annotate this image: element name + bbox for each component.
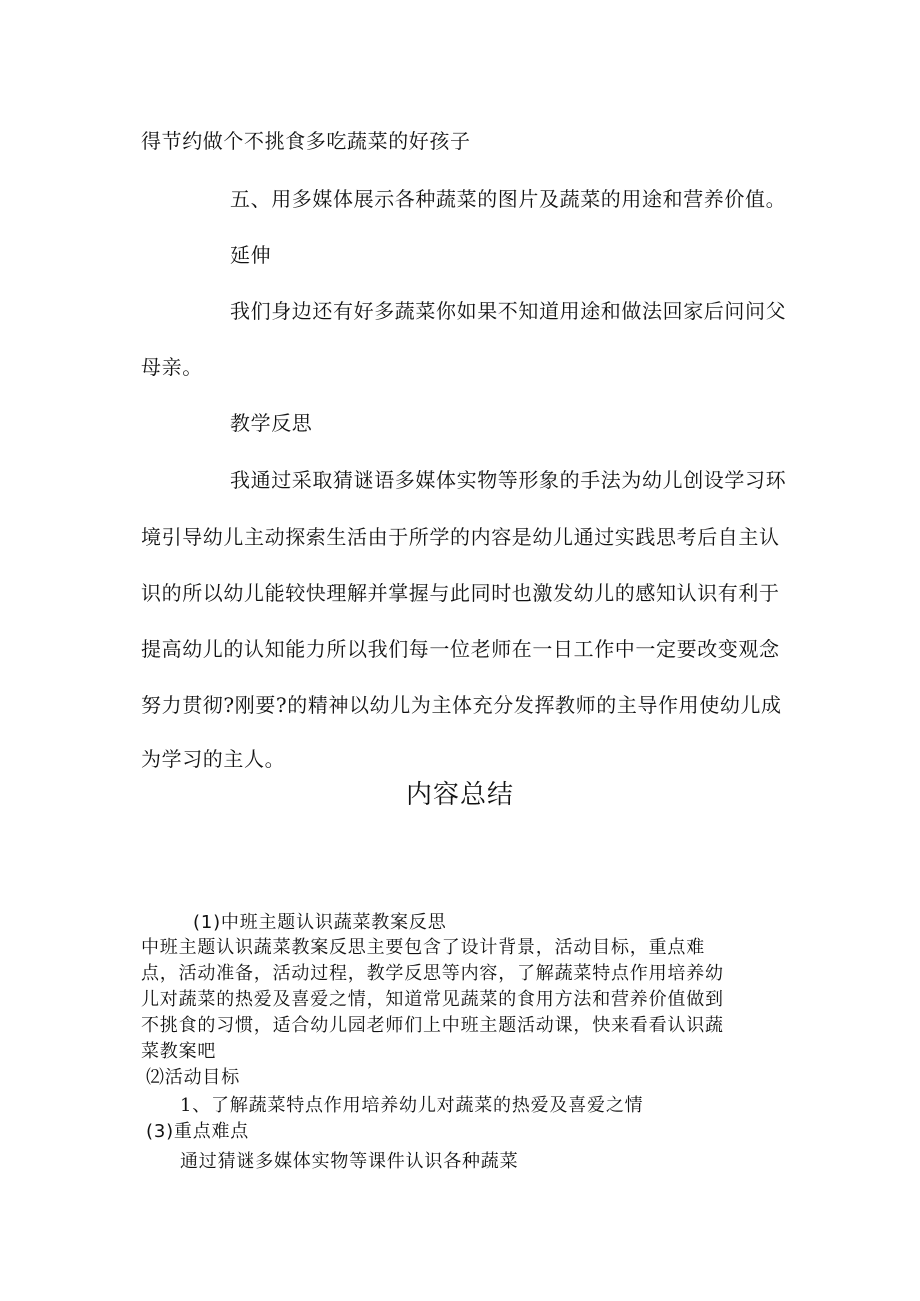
body-line-12: 为学习的主人。 — [141, 747, 286, 771]
body-line-10: 提高幼儿的认知能力所以我们每一位老师在一日工作中一定要改变观念 — [141, 637, 780, 661]
body-line-8: 境引导幼儿主动探索生活由于所学的内容是幼儿通过实践思考后自主认 — [141, 525, 780, 549]
summary-item2-text: 1、了解蔬菜特点作用培养幼儿对蔬菜的热爱及喜爱之情 — [180, 1095, 644, 1116]
body-line-4: 我们身边还有好多蔬菜你如果不知道用途和做法回家后问问父 — [230, 299, 787, 323]
summary-item1-line-1: 中班主题认识蔬菜教案反思主要包含了设计背景，活动目标，重点难 — [141, 937, 705, 958]
summary-item1-line-2: 点，活动准备，活动过程，教学反思等内容，了解蔬菜特点作用培养幼 — [141, 963, 724, 984]
summary-item1-line-4: 不挑食的习惯，适合幼儿园老师们上中班主题活动课，快来看看认识蔬 — [141, 1015, 724, 1036]
body-line-5: 母亲。 — [141, 355, 203, 379]
body-line-6: 教学反思 — [230, 411, 313, 435]
body-line-2: 五、用多媒体展示各种蔬菜的图片及蔬菜的用途和营养价值。 — [230, 187, 787, 211]
summary-item1-line-3: 儿对蔬菜的热爱及喜爱之情，知道常见蔬菜的食用方法和营养价值做到 — [141, 989, 724, 1010]
body-line-9: 识的所以幼儿能较快理解并掌握与此同时也激发幼儿的感知认识有利于 — [141, 581, 780, 605]
summary-item3-heading: (3)重点难点 — [146, 1121, 250, 1142]
summary-title: 内容总结 — [405, 780, 514, 810]
body-line-7: 我通过采取猜谜语多媒体实物等形象的手法为幼儿创设学习环 — [230, 468, 787, 492]
summary-item3-text: 通过猜谜多媒体实物等课件认识各种蔬菜 — [180, 1151, 519, 1172]
body-line-3: 延伸 — [230, 243, 272, 267]
body-line-11: 努力贯彻?刚要?的精神以幼儿为主体充分发挥教师的主导作用使幼儿成 — [141, 693, 782, 717]
summary-item2-heading: ⑵活动目标 — [146, 1067, 240, 1088]
summary-item1-line-5: 菜教案吧 — [141, 1041, 217, 1062]
summary-item1-heading: (1)中班主题认识蔬菜教案反思 — [193, 912, 447, 933]
body-line-1: 得节约做个不挑食多吃蔬菜的好孩子 — [141, 129, 471, 153]
